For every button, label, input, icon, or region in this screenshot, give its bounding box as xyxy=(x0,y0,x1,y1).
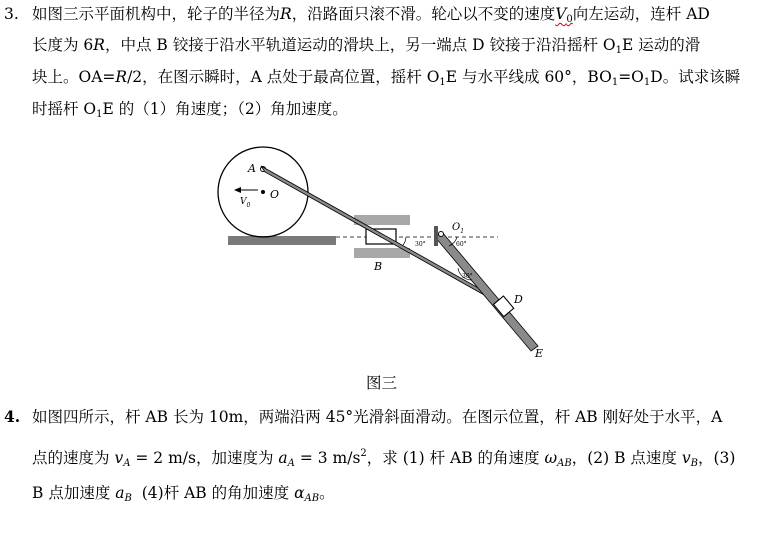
question-3-number: 3. xyxy=(4,5,19,23)
label-angle-60-o1: 60° xyxy=(456,241,467,248)
pivot-support xyxy=(434,226,438,246)
q3-line-2: 长度为 6R，中点 B 铰接于沿水平轨道运动的滑块上，另一端点 D 铰接于沿沿摇杆 $O_1E$ 运动的滑 xyxy=(32,36,701,56)
label-a: A xyxy=(248,162,256,175)
rocker-arm-o1e xyxy=(435,232,538,351)
label-d: D xyxy=(514,293,523,306)
figure-caption: 图三 xyxy=(366,374,398,392)
velocity-v0-symbol: $V_0$ xyxy=(555,5,573,25)
ground-surface xyxy=(228,236,336,245)
q4-line-1: 如图四所示，杆 AB 长为 10m，两端沿两 45°光滑斜面滑动。在图示位置，杆 AB 刚好处于水平，A xyxy=(32,408,723,426)
q4-line-3: B 点加速度 $a_B$ (4)杆 AB 的角加速度 $\alpha_{AB}$。 xyxy=(32,484,335,504)
slider-guide-bottom xyxy=(354,248,410,258)
velocity-arrowhead xyxy=(234,187,241,193)
q3-line-4: 时摇杆 $O_1E$ 的（1）角速度；（2）角加速度。 xyxy=(32,100,348,120)
label-o1: $O_1$ xyxy=(452,222,465,235)
label-angle-30-b: 30° xyxy=(415,241,426,248)
label-v0: $V_0$ xyxy=(240,197,251,209)
label-angle-30-d: 30° xyxy=(462,273,473,280)
label-b: B xyxy=(374,260,383,273)
pivot-o1 xyxy=(439,232,444,237)
q3-line-1: 如图三示平面机构中，轮子的半径为R，沿路面只滚不滑。轮心以不变的速度$V_0$向左运动，连杆 AD xyxy=(32,5,710,25)
wheel-center-o xyxy=(261,190,265,194)
question-4-number: 4. xyxy=(4,407,21,426)
q4-line-2: 点的速度为 $v_A = 2$ m/s，加速度为 $a_A = 3$ $m/s^2$，求 (1) 杆 AB 的角速度 $\omega_{AB}$，(2) B 点速度 $v_B$，(3) xyxy=(32,448,736,469)
label-e: E xyxy=(535,347,544,360)
label-o: O xyxy=(270,188,280,201)
angle-arc-30-b xyxy=(403,237,406,245)
q3-line-3: 块上。OA=R/2，在图示瞬时，A 点处于最高位置，摇杆 $O_1E$ 与水平线成 60°，$BO_1=O_1D$。试求该瞬 xyxy=(32,68,741,88)
